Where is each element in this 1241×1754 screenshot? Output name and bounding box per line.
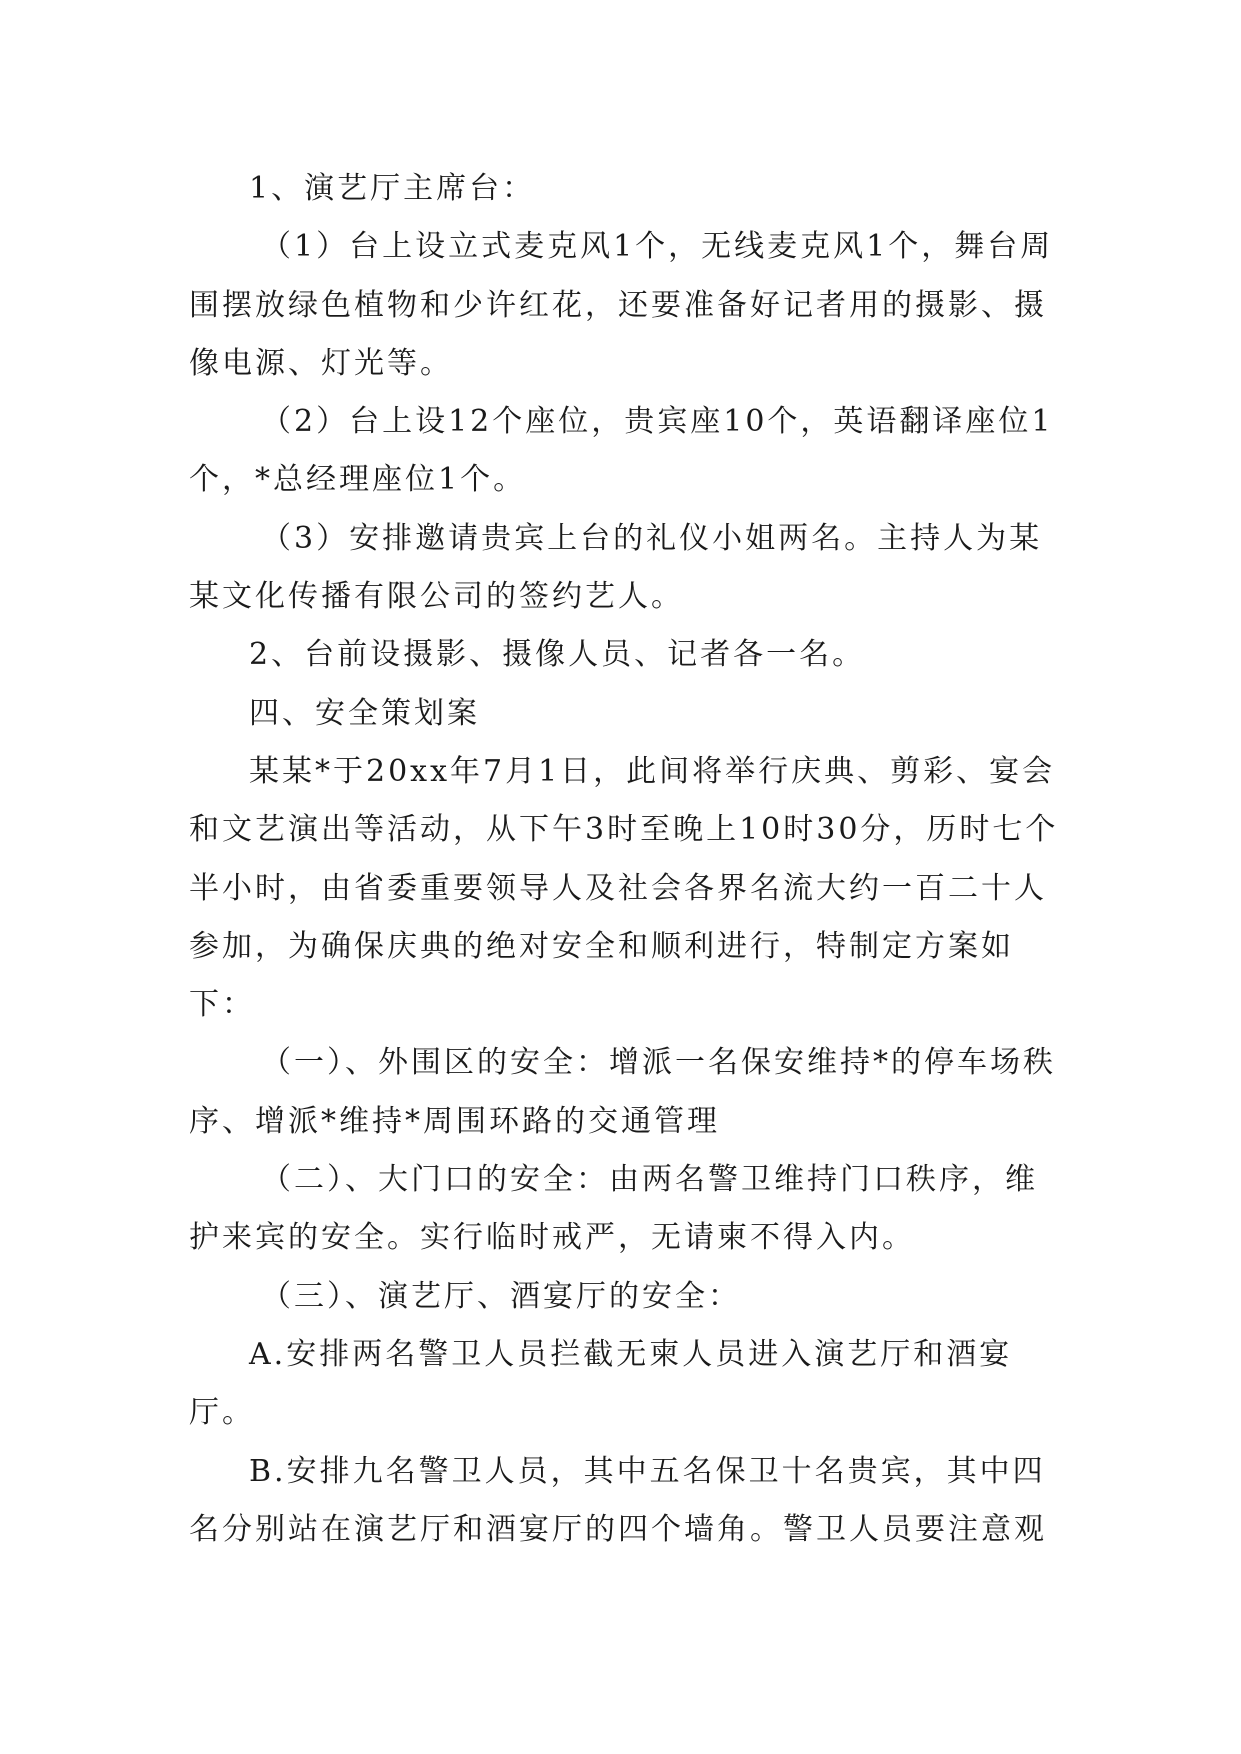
paragraph-halls-heading: （三）、演艺厅、酒宴厅的安全： [261,1278,741,1314]
paragraph-point-b: B.安排九名警卫人员，其中五名保卫十名贵宾，其中四名分别站在演艺厅和酒宴厅的四个墙角。警卫人员要注意观 [189,1453,1047,1547]
paragraph-point-a: A.安排两名警卫人员拦截无柬人员进入演艺厅和酒宴厅。 [189,1336,1013,1431]
paragraph-outer-area: （一）、外围区的安全：增派一名保安维持*的停车场秩序、增派*维持*周围环路的交通管理 [189,1045,1056,1139]
paragraph-item-3: （3）安排邀请贵宾上台的礼仪小姐两名。主持人为某某文化传播有限公司的签约艺人。 [189,520,1043,615]
paragraph-stage-heading: 1、演艺厅主席台： [249,171,536,206]
paragraph-item-2: （2）台上设12个座位，贵宾座10个，英语翻译座位1个，*总经理座位1个。 [189,404,1054,498]
document-body [189,160,1064,1559]
section-heading-security: 四、安全策划案 [249,695,480,731]
paragraph-item-1: （1）台上设立式麦克风1个，无线麦克风1个，舞台周围摆放绿色植物和少许红花，还要准备好记者用的摄影、摄像电源、灯光等。 [189,229,1054,381]
paragraph-main-gate: （二）、大门口的安全：由两名警卫维持门口秩序，维护来宾的安全。实行临时戒严，无请柬不得入内。 [189,1162,1038,1256]
paragraph-front-stage: 2、台前设摄影、摄像人员、记者各一名。 [249,637,866,673]
paragraph-security-intro: 某某*于20xx年7月1日，此间将举行庆典、剪彩、宴会和文艺演出等活动，从下午3时至晚上10时30分，历时七个半小时，由省委重要领导人及社会各界名流大约一百二十人参加，为确保庆典的绝对安全和顺利进行，特制定方案如下： [189,753,1059,1023]
